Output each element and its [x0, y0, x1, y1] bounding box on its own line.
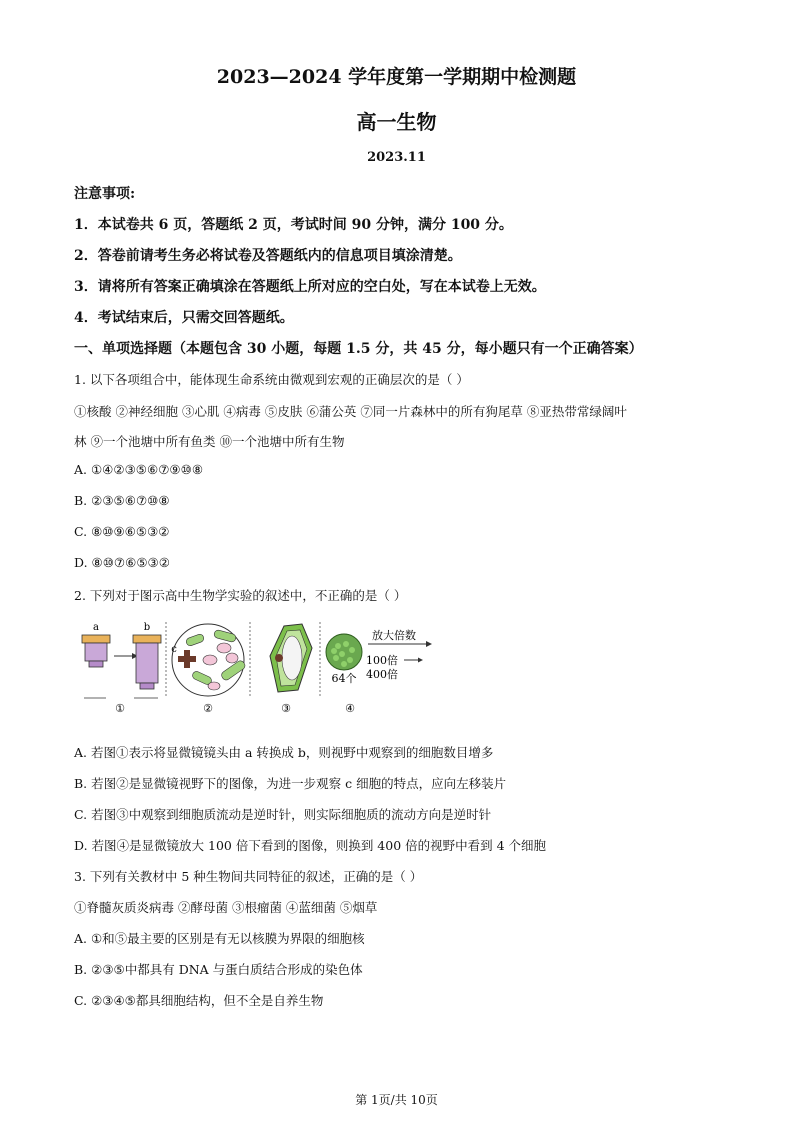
plant-cell: [270, 624, 312, 692]
magnify-label: 放大倍数: [372, 629, 416, 642]
mag-100-label: 100倍: [366, 654, 398, 667]
figure-caption-3: ③: [281, 702, 291, 715]
q2-option-c: C. 若图③中观察到细胞质流动是逆时针，则实际细胞质的流动方向是逆时针: [74, 807, 492, 822]
subject-title: 高一生物: [356, 110, 437, 134]
mag-400-label: 400倍: [366, 668, 398, 681]
q3-option-c: C. ②③④⑤都具细胞结构，但不全是自养生物: [74, 993, 324, 1008]
microscope-field: [172, 624, 247, 696]
figure-caption-1: ①: [115, 702, 125, 715]
q1-option-d: D. ⑧⑩⑦⑥⑤③②: [74, 555, 170, 570]
page-footer: 第 1页/共 10页: [355, 1093, 438, 1107]
note-item: 4．考试结束后，只需交回答题纸。: [74, 310, 294, 326]
cells-64-label: 64个: [331, 672, 357, 685]
q1-stem: 1. 以下各项组合中，能体现生命系统由微观到宏观的正确层次的是（ ）: [74, 372, 469, 387]
q1-option-c: C. ⑧⑩⑨⑥⑤③②: [74, 524, 170, 539]
note-item: 2．答卷前请考生务必将试卷及答题纸内的信息项目填涂清楚。: [74, 248, 462, 264]
q3-option-b: B. ②③⑤中都具有 DNA 与蛋白质结合形成的染色体: [74, 962, 363, 977]
q1-option-b: B. ②③⑤⑥⑦⑩⑧: [74, 493, 170, 508]
objective-lens-a: [82, 635, 110, 667]
label-b: b: [143, 622, 151, 633]
cell-field: [326, 634, 362, 670]
exam-title: 2023—2024 学年度第一学期期中检测题: [216, 66, 577, 88]
label-a: a: [93, 622, 99, 633]
notes-heading: 注意事项:: [74, 186, 136, 202]
q1-items-line1: ①核酸 ②神经细胞 ③心肌 ④病毒 ⑤皮肤 ⑥蒲公英 ⑦同一片森林中的所有狗尾草 ⑧亚热带常绿阔叶: [74, 404, 627, 419]
objective-lens-b: [133, 635, 161, 689]
q3-option-a: A. ①和⑤最主要的区别是有无以核膜为界限的细胞核: [74, 931, 365, 946]
q2-stem: 2. 下列对于图示高中生物学实验的叙述中，不正确的是（ ）: [74, 588, 407, 603]
q2-option-a: A. 若图①表示将显微镜镜头由 a 转换成 b，则视野中观察到的细胞数目增多: [74, 745, 494, 760]
q2-option-b: B. 若图②是显微镜视野下的图像，为进一步观察 c 细胞的特点，应向左移装片: [74, 776, 507, 791]
figure-caption-4: ④: [345, 702, 355, 715]
q2-figure: [74, 618, 454, 718]
exam-date: 2023.11: [367, 150, 426, 165]
q3-items: ①脊髓灰质炎病毒 ②酵母菌 ③根瘤菌 ④蓝细菌 ⑤烟草: [74, 900, 378, 915]
q1-items-line2: 林 ⑨一个池塘中所有鱼类 ⑩一个池塘中所有生物: [74, 434, 345, 449]
q3-stem: 3. 下列有关教材中 5 种生物间共同特征的叙述，正确的是（ ）: [74, 869, 423, 884]
q1-option-a: A. ①④②③⑤⑥⑦⑨⑩⑧: [74, 462, 204, 477]
figure-caption-2: ②: [203, 702, 213, 715]
q2-option-d: D. 若图④是显微镜放大 100 倍下看到的图像，则换到 400 倍的视野中看到 4 个细胞: [74, 838, 547, 853]
label-c: c: [171, 644, 177, 655]
section-title: 一、单项选择题（本题包含 30 小题，每题 1.5 分，共 45 分，每小题只有一个正确答案）: [74, 341, 643, 357]
note-item: 3．请将所有答案正确填涂在答题纸上所对应的空白处，写在本试卷上无效。: [74, 279, 546, 295]
note-item: 1．本试卷共 6 页，答题纸 2 页，考试时间 90 分钟，满分 100 分。: [74, 217, 513, 233]
